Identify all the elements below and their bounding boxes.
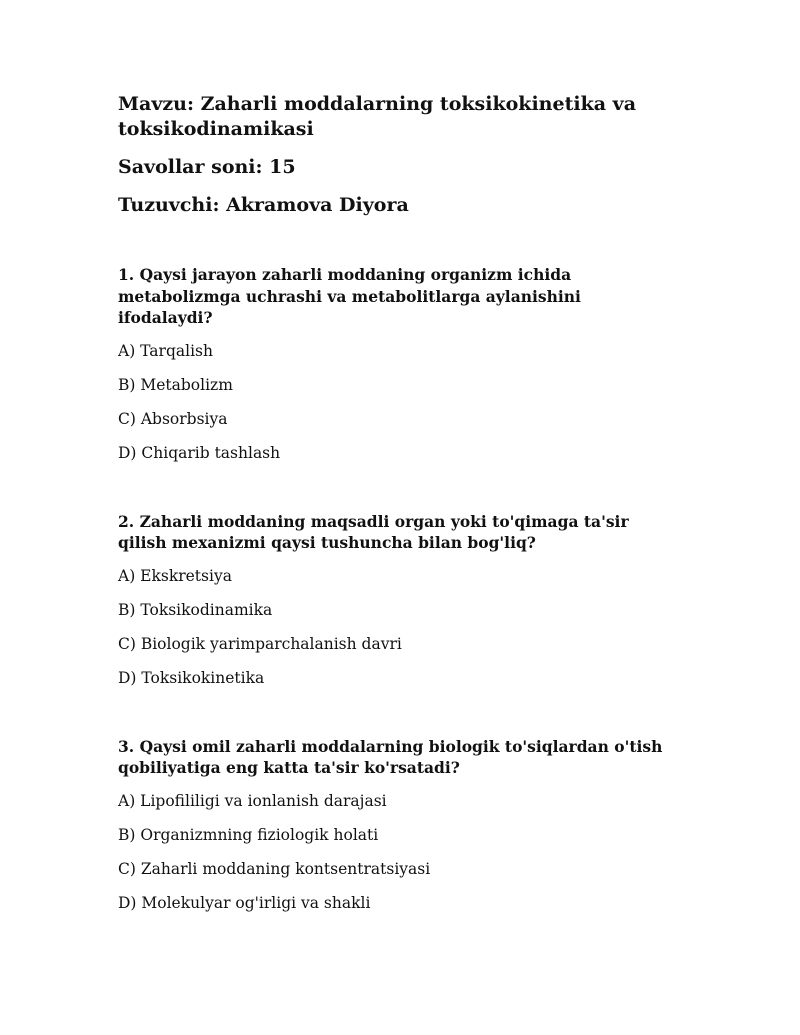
option-d: D) Toksikokinetika (118, 668, 265, 687)
option-a: A) Ekskretsiya (118, 566, 232, 585)
option-b: B) Toksikodinamika (118, 600, 273, 619)
option-b: B) Organizmning fiziologik holati (118, 825, 379, 844)
option-c: C) Biologik yarimparchalanish davri (118, 634, 402, 653)
question-count: Savollar soni: 15 (118, 156, 296, 178)
question-1 (118, 264, 678, 463)
option-d: D) Chiqarib tashlash (118, 443, 281, 462)
question-3 (118, 736, 678, 913)
question-text: 2. Zaharli moddaning maqsadli organ yoki to'qimaga ta'sir qilish mexanizmi qaysi tushuncha bilan bog'liq? (118, 511, 629, 552)
question-2 (118, 511, 678, 688)
answer-options (118, 566, 678, 688)
option-c: C) Zaharli moddaning kontsentratsiyasi (118, 859, 431, 878)
question-list (118, 264, 678, 913)
option-a: A) Lipofililigi va ionlanish darajasi (118, 791, 387, 810)
document-page (118, 92, 678, 961)
question-text: 1. Qaysi jarayon zaharli moddaning organizm ichida metabolizmga uchrashi va metabolitlarga aylanishini ifodalaydi? (118, 265, 581, 327)
author-line: Tuzuvchi: Akramova Diyora (118, 194, 409, 216)
option-b: B) Metabolizm (118, 375, 233, 394)
option-a: A) Tarqalish (118, 341, 213, 360)
answer-options (118, 791, 678, 913)
document-header (118, 92, 678, 218)
topic-title: Mavzu: Zaharli moddalarning toksikokinetika va toksikodinamikasi (118, 93, 637, 140)
option-d: D) Molekulyar og'irligi va shakli (118, 893, 371, 912)
option-c: C) Absorbsiya (118, 409, 228, 428)
question-text: 3. Qaysi omil zaharli moddalarning biologik to'siqlardan o'tish qobiliyatiga eng katta ta'sir ko'rsatadi? (118, 736, 663, 777)
answer-options (118, 341, 678, 463)
